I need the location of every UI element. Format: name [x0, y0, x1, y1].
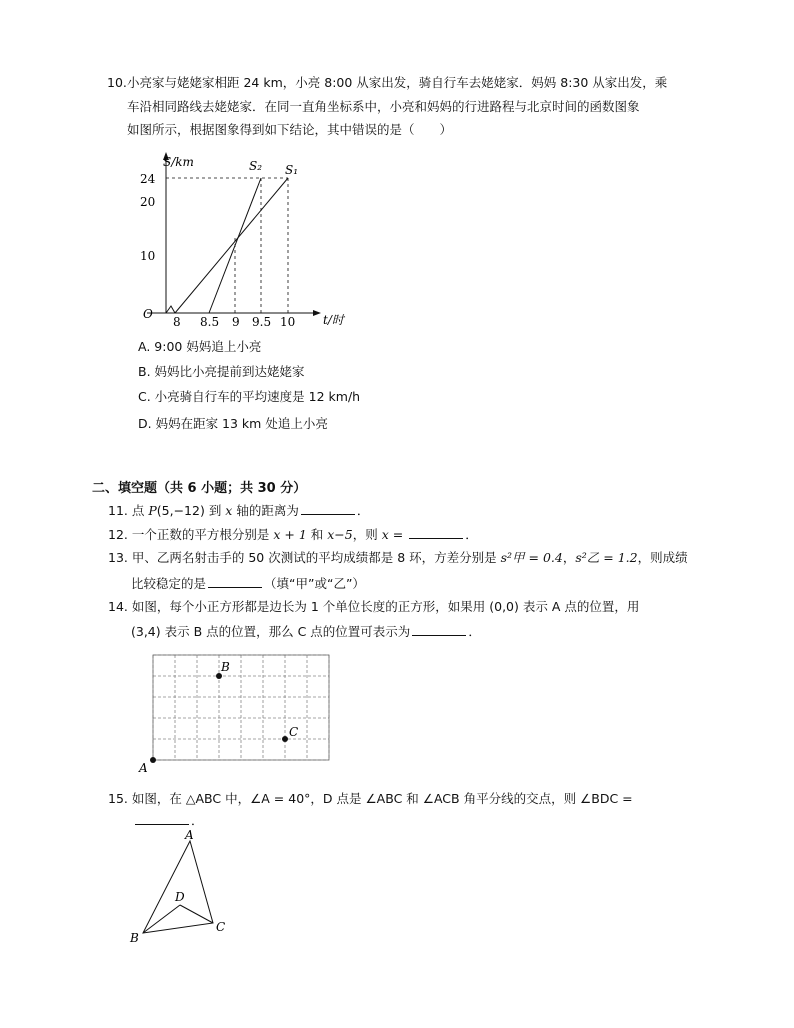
q11-post: 轴的距离为 [232, 503, 299, 518]
q14-line2-pre: (3,4) 表示 B 点的位置，那么 C 点的位置可表示为 [131, 624, 411, 639]
q15-answer-blank[interactable] [135, 812, 189, 825]
grid-lines [153, 655, 329, 760]
q11-answer-blank[interactable] [301, 502, 355, 515]
origin-label: O [143, 307, 153, 321]
q11 [108, 502, 369, 519]
q12-number: 12. [108, 527, 128, 542]
x-axis-label: t/时 [323, 313, 344, 327]
q15-number: 15. [108, 791, 128, 806]
y-tick-24: 24 [140, 172, 156, 186]
label-a: A [185, 828, 194, 842]
q12-end: ． [465, 527, 478, 542]
q13-line-1 [108, 550, 688, 566]
line-s1 [175, 178, 288, 313]
q15-line1: 如图，在 △ABC 中，∠A = 40°，D 点是 ∠ABC 和 ∠ACB 角平分线的交点，则 ∠BDC = [131, 791, 633, 806]
point-c [282, 736, 288, 742]
q14-grid-figure [133, 650, 333, 775]
x-tick-8: 8 [173, 315, 181, 329]
q13-line-2 [131, 575, 365, 592]
q13-answer-blank[interactable] [208, 575, 262, 588]
segment-cd [180, 905, 213, 923]
q13-number: 13. [108, 550, 128, 565]
label-s1: S₁ [285, 163, 299, 177]
q15-triangle-figure [128, 828, 238, 948]
q12-e1: x + 1 [273, 527, 307, 542]
x-tick-8-5: 8.5 [200, 315, 220, 329]
q15-line2-end: ． [191, 813, 204, 828]
label-c: C [289, 725, 299, 739]
label-c: C [216, 920, 226, 934]
q10-option-d: D. 妈妈在距家 13 km 处追上小亮 [138, 416, 328, 431]
q14-line2-end: ． [468, 624, 481, 639]
q12-pre: 一个正数的平方根分别是 [131, 527, 274, 542]
q13-s1: s²甲 = 0.4 [500, 550, 563, 565]
q12-answer-blank[interactable] [409, 526, 463, 539]
q12-eq: = [388, 527, 408, 542]
point-a [150, 757, 156, 763]
label-b: B [221, 660, 230, 674]
x-tick-9-5: 9.5 [252, 315, 272, 329]
q12-v: x [381, 527, 389, 542]
q10-option-b: B. 妈妈比小亮提前到达姥姥家 [138, 364, 305, 379]
q10-line-2: 车沿相同路线去姥姥家．在同一直角坐标系中，小亮和妈妈的行进路程与北京时间的函数图象 [127, 99, 640, 114]
q10-number: 10. [107, 75, 127, 90]
q12 [108, 526, 478, 543]
q11-number: 11. [108, 503, 128, 518]
q14-answer-blank[interactable] [412, 623, 466, 636]
label-b: B [130, 931, 139, 945]
q15-line-2 [133, 812, 204, 829]
q11-var: P [148, 503, 157, 518]
triangle-abc [143, 841, 213, 933]
q14-number: 14. [108, 599, 128, 614]
q13-line2-pre: 比较稳定的是 [131, 576, 207, 591]
q11-axis: x [225, 503, 233, 518]
q11-end: ． [356, 503, 370, 518]
q11-mid: 到 [204, 503, 226, 518]
y-axis-label: S/km [163, 155, 194, 169]
y-tick-10: 10 [140, 249, 156, 263]
axis-break [166, 306, 175, 313]
q13-line1-pre: 甲、乙两名射击手的 50 次测试的平均成绩都是 8 环，方差分别是 [131, 550, 501, 565]
label-d: D [175, 890, 185, 904]
y-tick-20: 20 [140, 195, 156, 209]
q15-line-1 [108, 791, 633, 807]
q13-s2: s²乙 = 1.2 [575, 550, 638, 565]
q13-line1-post: ，则成绩 [637, 550, 688, 565]
section-2-title: 二、填空题（共 6 小题；共 30 分） [92, 481, 307, 496]
q11-pre: 点 [131, 503, 149, 518]
label-s2: S₂ [249, 159, 263, 173]
x-tick-10: 10 [280, 315, 296, 329]
q11-coords: (5,−12) [156, 503, 205, 518]
q10-option-a: A. 9:00 妈妈追上小亮 [138, 339, 262, 354]
q10-line-3: 如图所示，根据图象得到如下结论，其中错误的是（ ） [127, 122, 453, 137]
q13-sep: ， [562, 550, 576, 565]
x-tick-9: 9 [232, 315, 240, 329]
q13-line2-post: （填“甲”或“乙”） [264, 576, 365, 591]
q14-line1: 如图，每个小正方形都是边长为 1 个单位长度的正方形，如果用 (0,0) 表示 A 点的位置，用 [131, 599, 640, 614]
x-axis-arrow [313, 310, 321, 316]
q12-and: 和 [306, 527, 328, 542]
q14-line-1 [108, 599, 639, 615]
q12-e2: x−5 [327, 527, 353, 542]
q10-line-1: 小亮家与姥姥家相距 24 km，小亮 8:00 从家出发，骑自行车去姥姥家．妈妈 8:30 从家出发，乘 [127, 75, 668, 90]
q12-mid: ，则 [352, 527, 382, 542]
label-a: A [139, 761, 148, 775]
q10-distance-time-graph [135, 148, 365, 338]
q10-option-c: C. 小亮骑自行车的平均速度是 12 km/h [138, 389, 361, 404]
q14-line-2 [131, 623, 481, 640]
